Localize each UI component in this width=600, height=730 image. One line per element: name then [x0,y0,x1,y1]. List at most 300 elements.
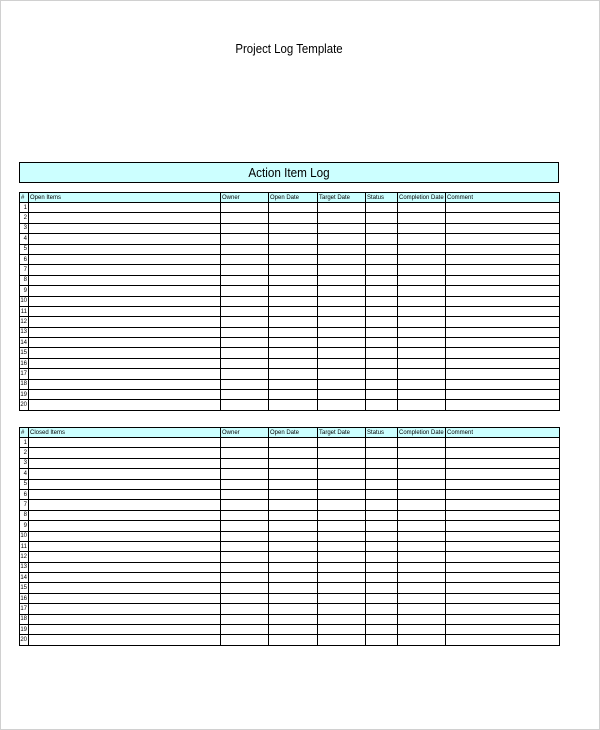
status-cell[interactable] [366,265,398,275]
owner-cell[interactable] [221,541,269,551]
target-date-cell[interactable] [318,275,366,285]
target-date-cell[interactable] [318,458,366,468]
completion-date-cell[interactable] [398,438,446,448]
comment-cell[interactable] [446,489,560,499]
completion-date-cell[interactable] [398,296,446,306]
owner-cell[interactable] [221,604,269,614]
item-cell[interactable] [29,583,221,593]
open-date-cell[interactable] [269,573,318,583]
owner-cell[interactable] [221,265,269,275]
owner-cell[interactable] [221,489,269,499]
open-date-cell[interactable] [269,348,318,358]
header-comment: Comment [446,193,560,203]
target-date-cell[interactable] [318,244,366,254]
target-date-cell[interactable] [318,358,366,368]
status-cell[interactable] [366,541,398,551]
comment-cell[interactable] [446,213,560,223]
open-date-cell[interactable] [269,438,318,448]
status-cell[interactable] [366,583,398,593]
row-number: 8 [20,275,29,285]
item-cell[interactable] [29,604,221,614]
completion-date-cell[interactable] [398,573,446,583]
item-cell[interactable] [29,265,221,275]
owner-cell[interactable] [221,458,269,468]
row-number: 19 [20,625,29,635]
table-row [20,625,560,635]
comment-cell[interactable] [446,400,560,410]
owner-cell[interactable] [221,244,269,254]
table-row [20,604,560,614]
completion-date-cell[interactable] [398,234,446,244]
header-target-date: Target Date [318,428,366,438]
comment-cell[interactable] [446,614,560,624]
item-cell[interactable] [29,286,221,296]
comment-cell[interactable] [446,286,560,296]
open-date-cell[interactable] [269,489,318,499]
completion-date-cell[interactable] [398,500,446,510]
item-cell[interactable] [29,510,221,520]
status-cell[interactable] [366,593,398,603]
completion-date-cell[interactable] [398,203,446,213]
target-date-cell[interactable] [318,604,366,614]
comment-cell[interactable] [446,635,560,645]
comment-cell[interactable] [446,521,560,531]
comment-cell[interactable] [446,438,560,448]
target-date-cell[interactable] [318,265,366,275]
open-date-cell[interactable] [269,448,318,458]
open-date-cell[interactable] [269,234,318,244]
target-date-cell[interactable] [318,203,366,213]
comment-cell[interactable] [446,358,560,368]
owner-cell[interactable] [221,234,269,244]
completion-date-cell[interactable] [398,338,446,348]
comment-cell[interactable] [446,338,560,348]
status-cell[interactable] [366,531,398,541]
owner-cell[interactable] [221,552,269,562]
open-date-cell[interactable] [269,479,318,489]
item-cell[interactable] [29,400,221,410]
owner-cell[interactable] [221,348,269,358]
item-cell[interactable] [29,573,221,583]
status-cell[interactable] [366,213,398,223]
status-cell[interactable] [366,458,398,468]
item-cell[interactable] [29,213,221,223]
open-date-cell[interactable] [269,521,318,531]
target-date-cell[interactable] [318,552,366,562]
comment-cell[interactable] [446,448,560,458]
closed-items-table [19,427,560,646]
owner-cell[interactable] [221,469,269,479]
status-cell[interactable] [366,327,398,337]
completion-date-cell[interactable] [398,286,446,296]
item-cell[interactable] [29,614,221,624]
completion-date-cell[interactable] [398,635,446,645]
open-date-cell[interactable] [269,469,318,479]
owner-cell[interactable] [221,223,269,233]
comment-cell[interactable] [446,275,560,285]
comment-cell[interactable] [446,531,560,541]
completion-date-cell[interactable] [398,244,446,254]
comment-cell[interactable] [446,254,560,264]
comment-cell[interactable] [446,203,560,213]
open-date-cell[interactable] [269,265,318,275]
target-date-cell[interactable] [318,296,366,306]
status-cell[interactable] [366,552,398,562]
comment-cell[interactable] [446,541,560,551]
row-number: 3 [20,223,29,233]
owner-cell[interactable] [221,521,269,531]
open-date-cell[interactable] [269,286,318,296]
owner-cell[interactable] [221,400,269,410]
status-cell[interactable] [366,306,398,316]
comment-cell[interactable] [446,469,560,479]
target-date-cell[interactable] [318,234,366,244]
comment-cell[interactable] [446,306,560,316]
owner-cell[interactable] [221,562,269,572]
status-cell[interactable] [366,510,398,520]
completion-date-cell[interactable] [398,254,446,264]
status-cell[interactable] [366,317,398,327]
row-number: 10 [20,296,29,306]
row-number: 10 [20,531,29,541]
open-date-cell[interactable] [269,510,318,520]
open-date-cell[interactable] [269,531,318,541]
item-cell[interactable] [29,562,221,572]
owner-cell[interactable] [221,438,269,448]
item-cell[interactable] [29,541,221,551]
open-date-cell[interactable] [269,614,318,624]
status-cell[interactable] [366,286,398,296]
completion-date-cell[interactable] [398,531,446,541]
owner-cell[interactable] [221,573,269,583]
status-cell[interactable] [366,614,398,624]
status-cell[interactable] [366,338,398,348]
comment-cell[interactable] [446,562,560,572]
item-cell[interactable] [29,275,221,285]
owner-cell[interactable] [221,510,269,520]
open-date-cell[interactable] [269,390,318,400]
open-date-cell[interactable] [269,223,318,233]
completion-date-cell[interactable] [398,275,446,285]
owner-cell[interactable] [221,369,269,379]
comment-cell[interactable] [446,244,560,254]
status-cell[interactable] [366,223,398,233]
status-cell[interactable] [366,400,398,410]
item-cell[interactable] [29,317,221,327]
status-cell[interactable] [366,296,398,306]
completion-date-cell[interactable] [398,213,446,223]
comment-cell[interactable] [446,479,560,489]
open-date-cell[interactable] [269,625,318,635]
completion-date-cell[interactable] [398,390,446,400]
completion-date-cell[interactable] [398,510,446,520]
row-number: 2 [20,448,29,458]
target-date-cell[interactable] [318,614,366,624]
comment-cell[interactable] [446,583,560,593]
comment-cell[interactable] [446,390,560,400]
open-date-cell[interactable] [269,358,318,368]
item-cell[interactable] [29,625,221,635]
status-cell[interactable] [366,275,398,285]
owner-cell[interactable] [221,286,269,296]
status-cell[interactable] [366,390,398,400]
completion-date-cell[interactable] [398,358,446,368]
comment-cell[interactable] [446,573,560,583]
status-cell[interactable] [366,348,398,358]
completion-date-cell[interactable] [398,479,446,489]
owner-cell[interactable] [221,593,269,603]
owner-cell[interactable] [221,254,269,264]
comment-cell[interactable] [446,510,560,520]
completion-date-cell[interactable] [398,348,446,358]
owner-cell[interactable] [221,327,269,337]
open-date-cell[interactable] [269,458,318,468]
completion-date-cell[interactable] [398,604,446,614]
owner-cell[interactable] [221,317,269,327]
target-date-cell[interactable] [318,254,366,264]
completion-date-cell[interactable] [398,614,446,624]
open-date-cell[interactable] [269,296,318,306]
status-cell[interactable] [366,489,398,499]
item-cell[interactable] [29,531,221,541]
open-date-cell[interactable] [269,306,318,316]
owner-cell[interactable] [221,390,269,400]
open-date-cell[interactable] [269,635,318,645]
open-date-cell[interactable] [269,369,318,379]
target-date-cell[interactable] [318,469,366,479]
target-date-cell[interactable] [318,521,366,531]
item-cell[interactable] [29,500,221,510]
header-owner: Owner [221,428,269,438]
target-date-cell[interactable] [318,338,366,348]
open-date-cell[interactable] [269,317,318,327]
target-date-cell[interactable] [318,379,366,389]
owner-cell[interactable] [221,635,269,645]
status-cell[interactable] [366,625,398,635]
status-cell[interactable] [366,573,398,583]
completion-date-cell[interactable] [398,552,446,562]
completion-date-cell[interactable] [398,458,446,468]
item-cell[interactable] [29,552,221,562]
comment-cell[interactable] [446,458,560,468]
item-cell[interactable] [29,521,221,531]
comment-cell[interactable] [446,625,560,635]
completion-date-cell[interactable] [398,562,446,572]
comment-cell[interactable] [446,234,560,244]
table-row [20,379,560,389]
item-cell[interactable] [29,306,221,316]
item-cell[interactable] [29,234,221,244]
item-cell[interactable] [29,348,221,358]
comment-cell[interactable] [446,223,560,233]
target-date-cell[interactable] [318,635,366,645]
completion-date-cell[interactable] [398,400,446,410]
comment-cell[interactable] [446,500,560,510]
item-cell[interactable] [29,338,221,348]
owner-cell[interactable] [221,296,269,306]
target-date-cell[interactable] [318,541,366,551]
item-cell[interactable] [29,369,221,379]
owner-cell[interactable] [221,479,269,489]
owner-cell[interactable] [221,275,269,285]
item-cell[interactable] [29,296,221,306]
item-cell[interactable] [29,223,221,233]
owner-cell[interactable] [221,306,269,316]
status-cell[interactable] [366,604,398,614]
target-date-cell[interactable] [318,286,366,296]
target-date-cell[interactable] [318,593,366,603]
owner-cell[interactable] [221,379,269,389]
item-cell[interactable] [29,203,221,213]
comment-cell[interactable] [446,604,560,614]
item-cell[interactable] [29,479,221,489]
status-cell[interactable] [366,358,398,368]
open-date-cell[interactable] [269,541,318,551]
owner-cell[interactable] [221,338,269,348]
status-cell[interactable] [366,635,398,645]
item-cell[interactable] [29,254,221,264]
completion-date-cell[interactable] [398,521,446,531]
target-date-cell[interactable] [318,223,366,233]
comment-cell[interactable] [446,327,560,337]
completion-date-cell[interactable] [398,369,446,379]
action-item-log-banner [19,162,559,183]
completion-date-cell[interactable] [398,265,446,275]
target-date-cell[interactable] [318,448,366,458]
status-cell[interactable] [366,448,398,458]
comment-cell[interactable] [446,369,560,379]
item-cell[interactable] [29,593,221,603]
comment-cell[interactable] [446,317,560,327]
completion-date-cell[interactable] [398,317,446,327]
open-date-cell[interactable] [269,552,318,562]
target-date-cell[interactable] [318,531,366,541]
target-date-cell[interactable] [318,369,366,379]
open-date-cell[interactable] [269,275,318,285]
status-cell[interactable] [366,479,398,489]
target-date-cell[interactable] [318,327,366,337]
table-row [20,593,560,603]
open-date-cell[interactable] [269,203,318,213]
comment-cell[interactable] [446,379,560,389]
completion-date-cell[interactable] [398,593,446,603]
open-date-cell[interactable] [269,604,318,614]
status-cell[interactable] [366,379,398,389]
document-title: Project Log Template [235,41,343,56]
target-date-cell[interactable] [318,348,366,358]
status-cell[interactable] [366,244,398,254]
target-date-cell[interactable] [318,510,366,520]
status-cell[interactable] [366,469,398,479]
open-date-cell[interactable] [269,379,318,389]
status-cell[interactable] [366,203,398,213]
target-date-cell[interactable] [318,573,366,583]
item-cell[interactable] [29,244,221,254]
owner-cell[interactable] [221,448,269,458]
open-date-cell[interactable] [269,213,318,223]
item-cell[interactable] [29,489,221,499]
status-cell[interactable] [366,234,398,244]
target-date-cell[interactable] [318,213,366,223]
comment-cell[interactable] [446,552,560,562]
completion-date-cell[interactable] [398,625,446,635]
item-cell[interactable] [29,438,221,448]
table-row [20,635,560,645]
completion-date-cell[interactable] [398,223,446,233]
open-date-cell[interactable] [269,244,318,254]
status-cell[interactable] [366,500,398,510]
item-cell[interactable] [29,390,221,400]
owner-cell[interactable] [221,614,269,624]
completion-date-cell[interactable] [398,469,446,479]
completion-date-cell[interactable] [398,327,446,337]
target-date-cell[interactable] [318,583,366,593]
open-date-cell[interactable] [269,254,318,264]
status-cell[interactable] [366,369,398,379]
table-row [20,348,560,358]
table-row [20,400,560,410]
owner-cell[interactable] [221,625,269,635]
item-cell[interactable] [29,379,221,389]
owner-cell[interactable] [221,531,269,541]
completion-date-cell[interactable] [398,379,446,389]
item-cell[interactable] [29,458,221,468]
comment-cell[interactable] [446,348,560,358]
target-date-cell[interactable] [318,489,366,499]
owner-cell[interactable] [221,583,269,593]
completion-date-cell[interactable] [398,306,446,316]
status-cell[interactable] [366,562,398,572]
open-date-cell[interactable] [269,338,318,348]
owner-cell[interactable] [221,500,269,510]
target-date-cell[interactable] [318,479,366,489]
status-cell[interactable] [366,521,398,531]
target-date-cell[interactable] [318,400,366,410]
completion-date-cell[interactable] [398,541,446,551]
open-date-cell[interactable] [269,583,318,593]
target-date-cell[interactable] [318,438,366,448]
owner-cell[interactable] [221,358,269,368]
item-cell[interactable] [29,635,221,645]
status-cell[interactable] [366,438,398,448]
open-date-cell[interactable] [269,593,318,603]
open-date-cell[interactable] [269,400,318,410]
item-cell[interactable] [29,358,221,368]
completion-date-cell[interactable] [398,489,446,499]
status-cell[interactable] [366,254,398,264]
item-cell[interactable] [29,327,221,337]
completion-date-cell[interactable] [398,583,446,593]
comment-cell[interactable] [446,296,560,306]
open-date-cell[interactable] [269,562,318,572]
item-cell[interactable] [29,448,221,458]
target-date-cell[interactable] [318,625,366,635]
banner-title: Action Item Log [248,165,330,180]
open-date-cell[interactable] [269,327,318,337]
comment-cell[interactable] [446,593,560,603]
item-cell[interactable] [29,469,221,479]
target-date-cell[interactable] [318,317,366,327]
owner-cell[interactable] [221,213,269,223]
target-date-cell[interactable] [318,562,366,572]
open-date-cell[interactable] [269,500,318,510]
comment-cell[interactable] [446,265,560,275]
target-date-cell[interactable] [318,500,366,510]
owner-cell[interactable] [221,203,269,213]
target-date-cell[interactable] [318,390,366,400]
target-date-cell[interactable] [318,306,366,316]
completion-date-cell[interactable] [398,448,446,458]
